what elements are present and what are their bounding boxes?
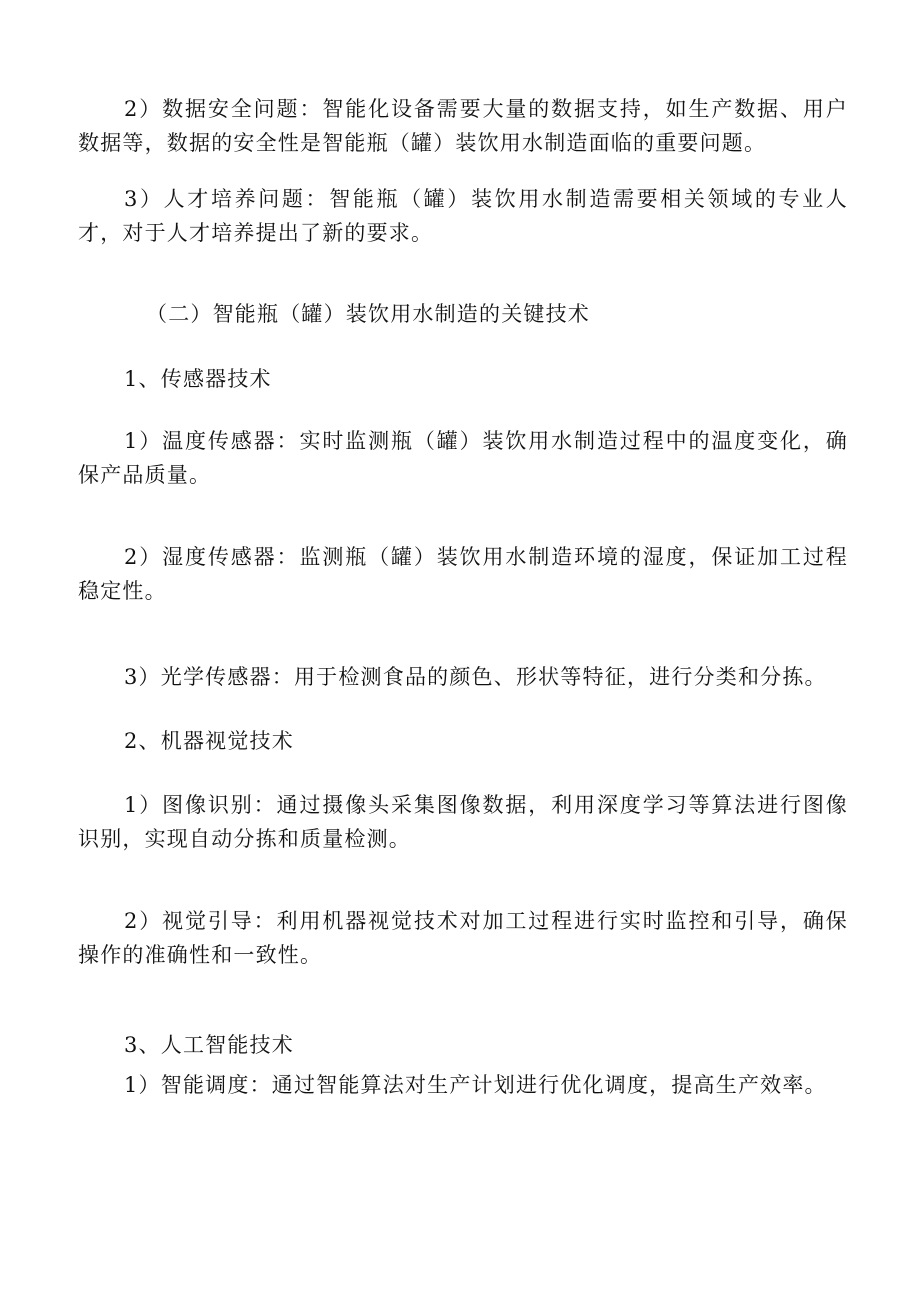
- paragraph-humidity-sensor: 2）湿度传感器：监测瓶（罐）装饮用水制造环境的湿度，保证加工过程稳定性。: [78, 545, 848, 603]
- paragraph-visual-guidance: 2）视觉引导：利用机器视觉技术对加工过程进行实时监控和引导，确保操作的准确性和一致性。: [78, 909, 848, 967]
- paragraph-temperature-sensor: 1）温度传感器：实时监测瓶（罐）装饮用水制造过程中的温度变化，确保产品质量。: [78, 429, 848, 487]
- subheading-machine-vision: 2、机器视觉技术: [124, 729, 294, 753]
- subheading-sensor-technology: 1、传感器技术: [124, 367, 272, 391]
- paragraph-talent-training: 3）人才培养问题：智能瓶（罐）装饮用水制造需要相关领域的专业人才，对于人才培养提出了新的要求。: [78, 187, 848, 245]
- paragraph-data-security: 2）数据安全问题：智能化设备需要大量的数据支持，如生产数据、用户数据等，数据的安全性是智能瓶（罐）装饮用水制造面临的重要问题。: [78, 97, 848, 155]
- paragraph-image-recognition: 1）图像识别：通过摄像头采集图像数据，利用深度学习等算法进行图像识别，实现自动分拣和质量检测。: [78, 793, 848, 851]
- section-heading-key-technologies: （二）智能瓶（罐）装饮用水制造的关键技术: [146, 302, 590, 326]
- subheading-artificial-intelligence: 3、人工智能技术: [124, 1033, 294, 1057]
- paragraph-optical-sensor: 3）光学传感器：用于检测食品的颜色、形状等特征，进行分类和分拣。: [124, 665, 827, 689]
- paragraph-intelligent-scheduling: 1）智能调度：通过智能算法对生产计划进行优化调度，提高生产效率。: [124, 1073, 827, 1097]
